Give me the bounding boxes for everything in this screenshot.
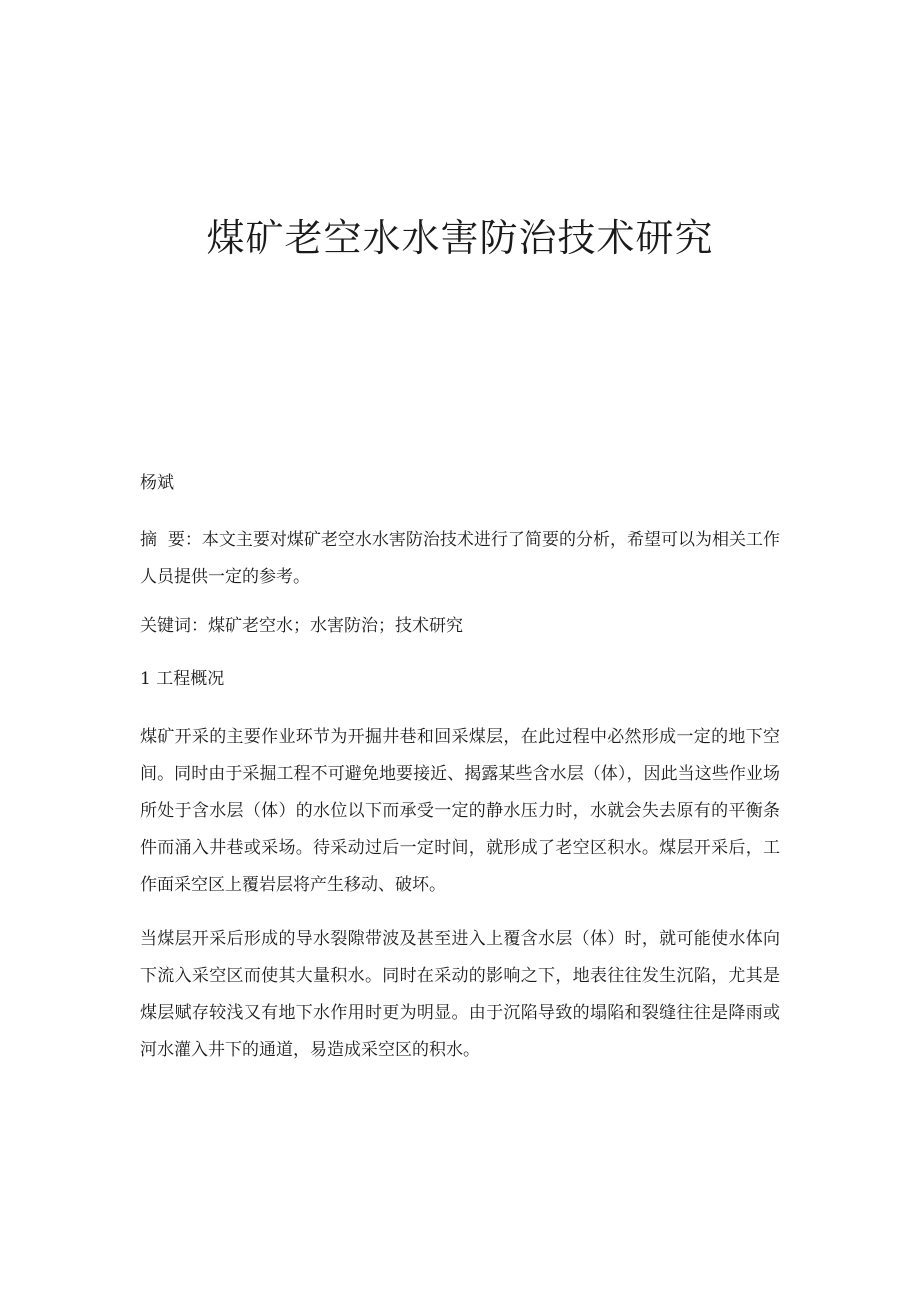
document-body xyxy=(140,470,780,1086)
abstract-label: 摘 要： xyxy=(140,530,202,550)
section-heading: 1 工程概况 xyxy=(140,669,225,689)
abstract xyxy=(140,522,780,596)
keywords xyxy=(140,613,780,639)
abstract-text: 本文主要对煤矿老空水水害防治技术进行了简要的分析，希望可以为相关工作人员提供一定的参考。 xyxy=(140,530,781,587)
keywords-text: 煤矿老空水；水害防治；技术研究 xyxy=(208,616,463,636)
author-name: 杨斌 xyxy=(140,473,174,493)
body-paragraph-1: 煤矿开采的主要作业环节为开掘井巷和回采煤层，在此过程中必然形成一定的地下空间。同时由于采掘工程不可避免地要接近、揭露某些含水层（体），因此当这些作业场所处于含水层（体）的水位以下而承受一定的静水压力时，水就会失去原有的平衡条件而涌入井巷或采场。待采动过后一定时间，就形成了老空区积水。煤层开采后，工作面采空区上覆岩层将产生移动、破坏。 xyxy=(140,727,780,895)
document-title: 煤矿老空水水害防治技术研究 xyxy=(206,216,714,260)
body-paragraph-2: 当煤层开采后形成的导水裂隙带波及甚至进入上覆含水层（体）时，就可能使水体向下流入采空区而使其大量积水。同时在采动的影响之下，地表往往发生沉陷，尤其是煤层赋存较浅又有地下水作用时更为明显。由于沉陷导致的塌陷和裂缝往往是降雨或河水灌入井下的通道，易造成采空区的积水。 xyxy=(140,929,780,1060)
keywords-label: 关键词： xyxy=(140,616,208,636)
